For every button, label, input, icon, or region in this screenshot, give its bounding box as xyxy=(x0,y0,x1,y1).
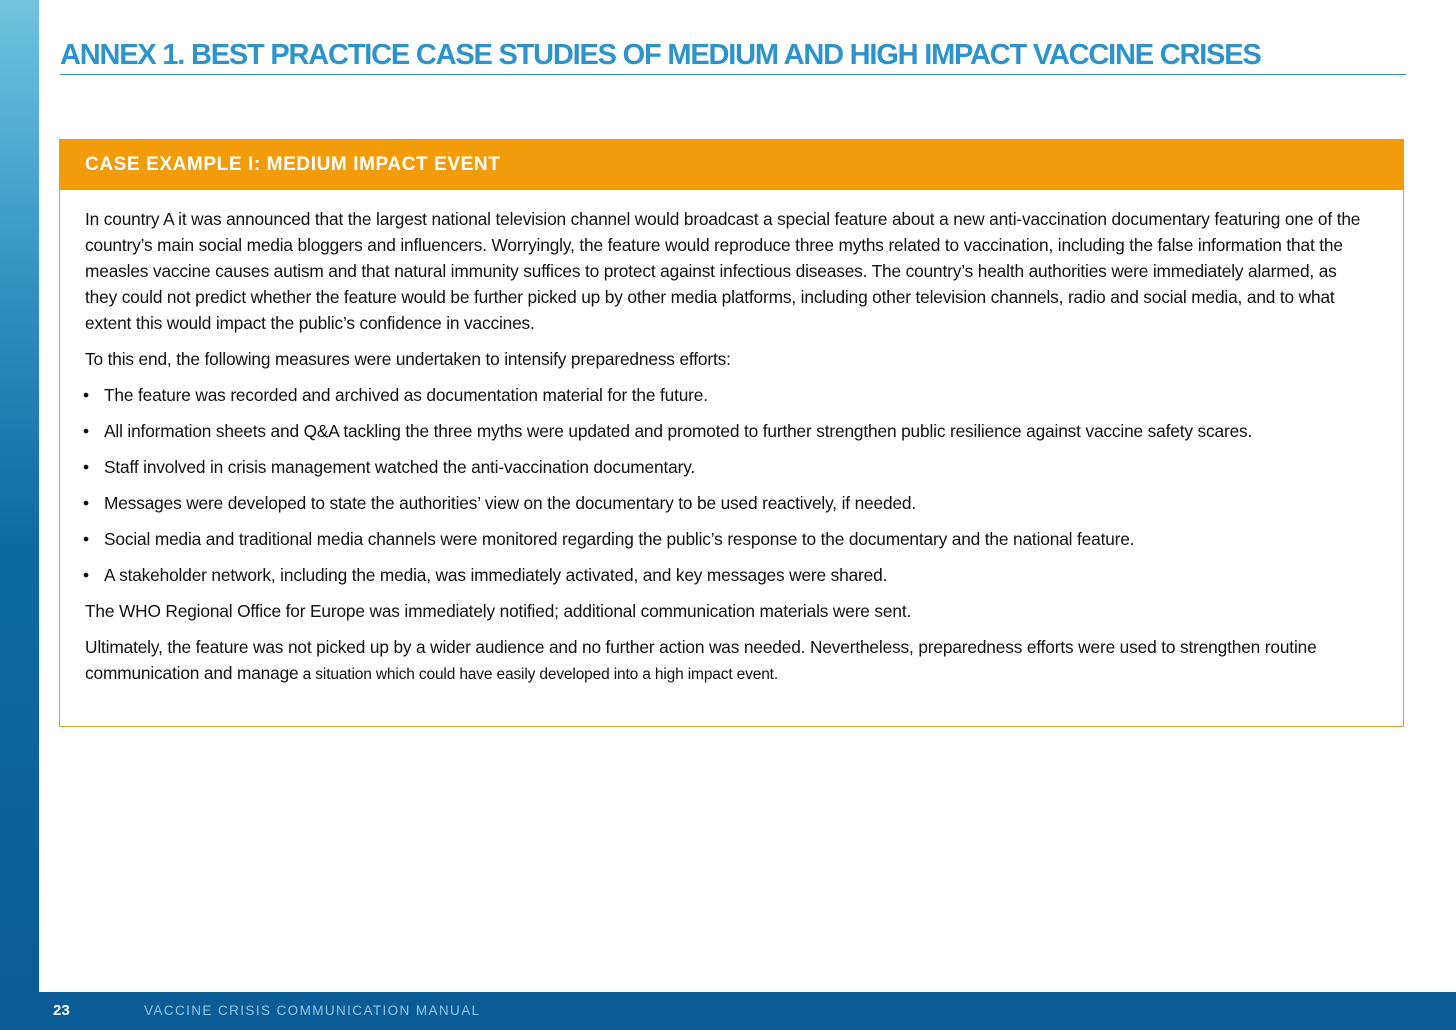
case-example-title: CASE EXAMPLE I: MEDIUM IMPACT EVENT xyxy=(60,140,1403,190)
bullet-icon: • xyxy=(83,493,89,513)
footer-title: VACCINE CRISIS COMMUNICATION MANUAL xyxy=(144,1003,481,1018)
list-item xyxy=(85,526,1373,552)
side-accent-bar xyxy=(0,0,39,992)
footer-bar xyxy=(0,992,1456,1030)
list-item-text: Messages were developed to state the authorities’ view on the documentary to be used reactively, if needed. xyxy=(104,493,917,513)
annex-heading: ANNEX 1. BEST PRACTICE CASE STUDIES OF MEDIUM AND HIGH IMPACT VACCINE CRISES xyxy=(60,39,1261,71)
heading-rule xyxy=(60,74,1406,75)
conclusion-paragraph xyxy=(85,634,1373,688)
list-item xyxy=(85,562,1373,588)
list-item xyxy=(85,490,1373,516)
list-item-text: A stakeholder network, including the media, was immediately activated, and key messages were shared. xyxy=(104,565,888,585)
list-item xyxy=(85,382,1373,408)
bullet-icon: • xyxy=(83,385,89,405)
bullet-icon: • xyxy=(83,565,89,585)
lead-in-paragraph: To this end, the following measures were undertaken to intensify preparedness efforts: xyxy=(85,349,731,369)
measures-list xyxy=(85,382,1373,588)
bullet-icon: • xyxy=(83,457,89,477)
case-example-body xyxy=(60,190,1403,688)
list-item xyxy=(85,418,1373,444)
page-number: 23 xyxy=(53,1002,70,1019)
conclusion-tail-text: a situation which could have easily developed into a high impact event. xyxy=(298,666,778,683)
case-example-box xyxy=(59,139,1404,727)
who-note-paragraph: The WHO Regional Office for Europe was immediately notified; additional communication materials were sent. xyxy=(85,601,912,621)
list-item-text: The feature was recorded and archived as documentation material for the future. xyxy=(104,385,708,405)
bullet-icon: • xyxy=(83,529,89,549)
bullet-icon: • xyxy=(83,421,89,441)
list-item-text: Social media and traditional media channels were monitored regarding the public’s response to the documentary and the national feature. xyxy=(104,529,1135,549)
list-item-text: All information sheets and Q&A tackling the three myths were updated and promoted to further strengthen public resilience against vaccine safety scares. xyxy=(104,421,1253,441)
list-item-text: Staff involved in crisis management watched the anti-vaccination documentary. xyxy=(104,457,696,477)
list-item xyxy=(85,454,1373,480)
conclusion-main-text: Ultimately, the feature was not picked up by a wider audience and no further action was needed. Nevertheless, preparedness efforts were used to strengthen routine communication and manage xyxy=(85,637,1317,683)
intro-paragraph: In country A it was announced that the largest national television channel would broadcast a special feature about a new anti-vaccination documentary featuring one of the country’s main social media bloggers and influencers. Worryingly, the feature would reproduce three myths related to vaccination, including the false information that the measles vaccine causes autism and that natural immunity suffices to protect against infectious diseases. The country’s health authorities were immediately alarmed, as they could not predict whether the feature would be further picked up by other media platforms, including other television channels, radio and social media, and to what extent this would impact the public’s confidence in vaccines. xyxy=(85,209,1361,333)
